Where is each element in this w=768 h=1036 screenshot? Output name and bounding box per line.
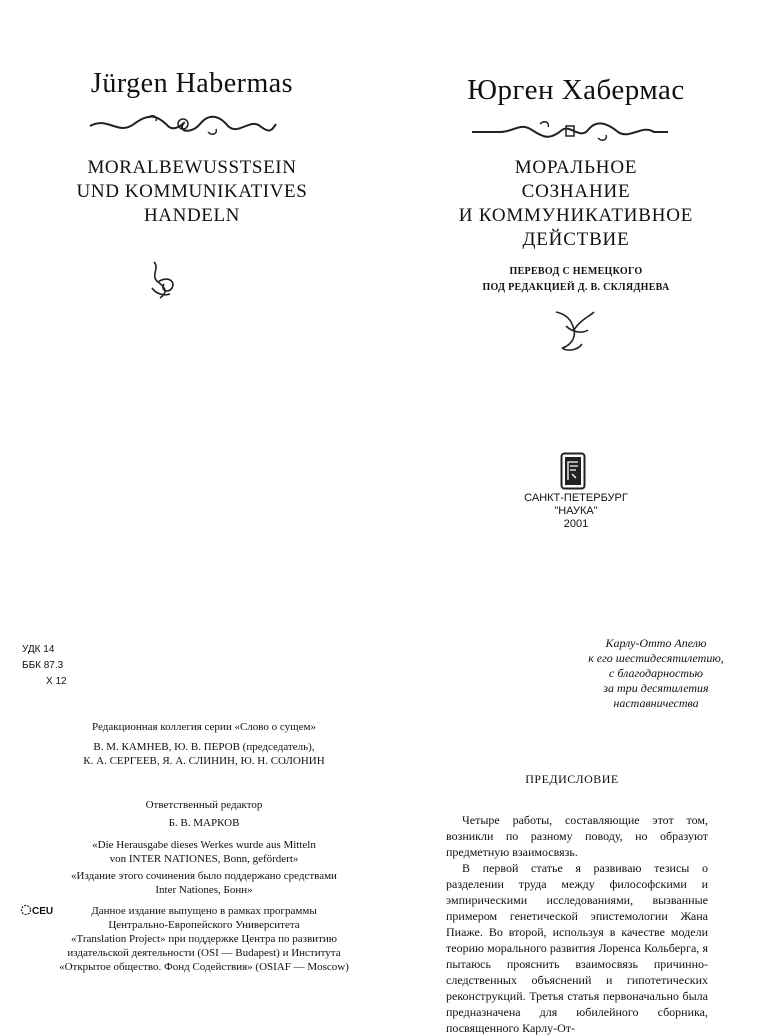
funding-notes <box>20 838 388 897</box>
preface-heading: ПРЕДИСЛОВИЕ <box>525 772 619 786</box>
flourish-ornament-left <box>88 112 278 138</box>
imprint-city: САНКТ-ПЕТЕРБУРГ <box>524 492 628 504</box>
german-author-name: Jürgen Habermas <box>90 68 294 99</box>
dedication-line: с благодарностью <box>609 666 703 680</box>
ceu-program-note <box>20 904 388 974</box>
flourish-ornament-left-small <box>146 258 182 302</box>
german-title-line: UND KOMMUNIKATIVES <box>76 181 308 202</box>
russian-author-name: Юрген Хабермас <box>467 74 685 106</box>
dedication-line: к его шестидесятилетию, <box>588 651 724 665</box>
funding-note-german <box>20 838 388 866</box>
funding-note-line: «Издание этого сочинения было поддержано средствами <box>71 870 337 882</box>
imprint-publisher: "НАУКА" <box>554 505 598 517</box>
editorial-board <box>20 720 388 768</box>
ceu-note-line: издательской деятельности (OSI — Budapest) и Института <box>67 947 341 959</box>
ceu-note-line: «Открытое общество. Фонд Содействия» (OSIAF — Moscow) <box>59 961 349 973</box>
flourish-ornament-right-small <box>552 306 598 354</box>
library-classification <box>22 642 67 690</box>
dedication <box>556 636 756 711</box>
dedication-line: Карлу-Отто Апелю <box>605 636 707 650</box>
german-book-title <box>0 156 384 228</box>
translation-line: ПОД РЕДАКЦИЕЙ Д. В. СКЛЯДНЕВА <box>482 282 670 293</box>
ceu-note-line: Данное издание выпущено в рамках программы <box>91 905 317 917</box>
ceu-note-line: «Translation Project» при поддержке Центра по развитию <box>71 933 337 945</box>
preface-paragraph: Четыре работы, составляющие этот том, возникли по разному поводу, но образуют предметную взаимосвязь. <box>446 813 708 859</box>
funding-note-russian <box>20 869 388 897</box>
preface-body <box>446 812 708 1036</box>
responsible-editor <box>20 798 388 830</box>
funding-note-line: «Die Herausgabe dieses Werkes wurde aus Mitteln <box>92 839 316 851</box>
bbk-code: ББК 87.3 <box>22 660 64 671</box>
russian-title-line: И КОММУНИКАТИВНОЕ <box>458 205 694 226</box>
editor-title: Ответственный редактор <box>145 799 263 811</box>
board-members-line: В. М. КАМНЕВ, Ю. В. ПЕРОВ (председатель), <box>93 741 315 753</box>
translation-line: ПЕРЕВОД С НЕМЕЦКОГО <box>509 266 643 277</box>
russian-title-line: МОРАЛЬНОЕ <box>514 157 638 178</box>
flourish-ornament-right <box>470 118 670 144</box>
nauka-logo-icon <box>560 452 586 490</box>
dedication-line: наставничества <box>613 696 699 710</box>
ceu-note-line: Центрально-Европейского Университета <box>108 919 300 931</box>
russian-title-line: ДЕЙСТВИЕ <box>522 229 630 250</box>
translation-credit <box>384 264 768 296</box>
funding-note-line: von INTER NATIONES, Bonn, gefördert» <box>109 853 299 865</box>
preface-paragraph: В первой статье я развиваю тезисы о разделении труда между философскими и эмпирическими исследованиями, вызванные примером генетической эпистемологии Жана Пиаже. Во второй, используя в качестве модели теорию морального развития Лоренса Кольберга, я пытаюсь прояснить взаимосвязь причинно-следственных объяснений и гипотетических реконструкций. Третья статья первоначально была предназначена для юбилейного сборника, посвященного Карлу-От- <box>446 861 708 1035</box>
german-title-line: HANDELN <box>143 205 241 226</box>
editor-name: Б. В. МАРКОВ <box>168 817 240 829</box>
board-members-line: К. А. СЕРГЕЕВ, Я. А. СЛИНИН, Ю. Н. СОЛОНИН <box>83 755 325 767</box>
ceu-logo-icon <box>20 904 53 919</box>
author-code: Х 12 <box>46 676 67 687</box>
russian-book-title <box>384 156 768 252</box>
ceu-logo-text: CEU <box>32 906 54 917</box>
dedication-line: за три десятилетия <box>603 681 709 695</box>
udk-code: УДК 14 <box>22 644 55 655</box>
russian-title-line: СОЗНАНИЕ <box>521 181 631 202</box>
funding-note-line: Inter Nationes, Бонн» <box>155 884 253 896</box>
imprint-year: 2001 <box>563 518 589 530</box>
board-title: Редакционная коллегия серии «Слово о сущем» <box>92 721 316 733</box>
german-title-line: MORALBEWUSSTSEIN <box>87 157 297 178</box>
publisher-imprint <box>384 492 768 531</box>
